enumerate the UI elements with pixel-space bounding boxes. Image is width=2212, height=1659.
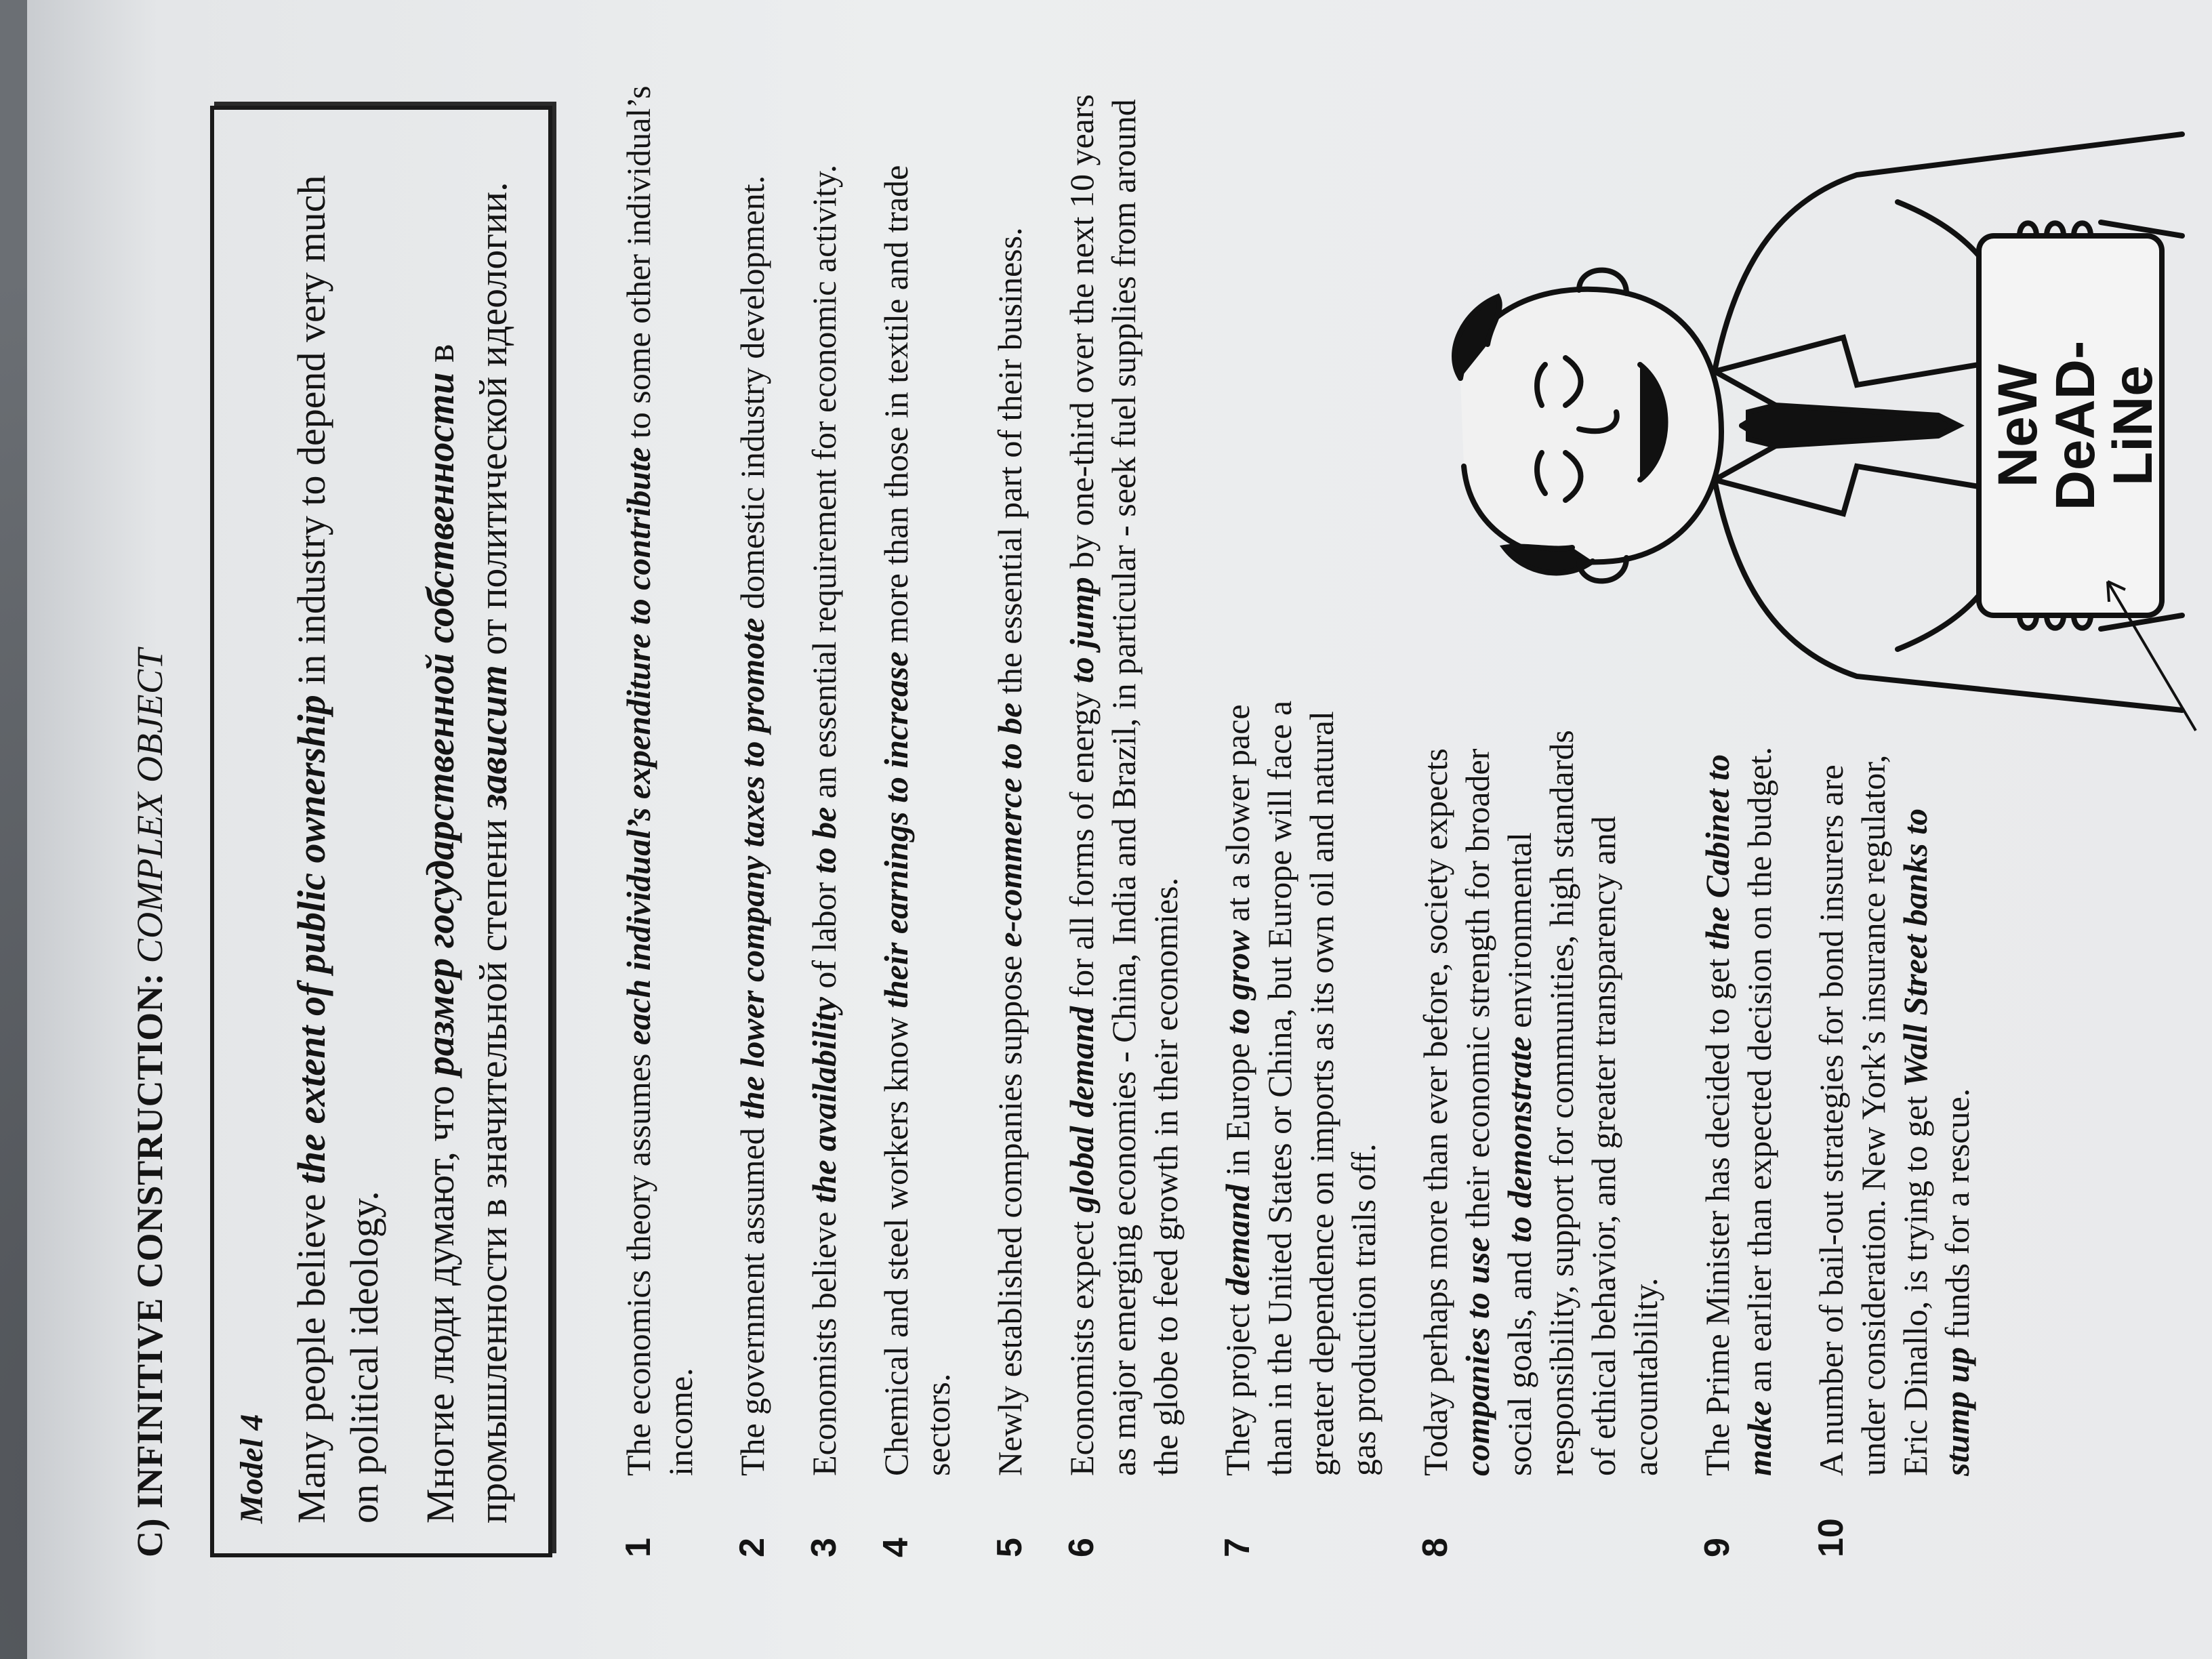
sentence-fragment: The economics theory assumes (619, 1045, 657, 1476)
sentence-fragment: They project (1218, 1295, 1256, 1476)
infinitive-phrase: demand (1218, 1184, 1256, 1296)
model-ru-bold2: зависит (471, 665, 515, 810)
infinitive-phrase: to jump (1063, 577, 1101, 684)
exercise-item-2 (731, 66, 773, 1557)
exercise-number: 8 (1416, 1538, 1455, 1557)
infinitive-phrase: to demonstrate (1500, 1036, 1538, 1243)
sentence-fragment: A number of bail-out strategies for bond insurers are under consideration. New York’s insurance regulator, Eric Dinallo, is trying to get (1812, 754, 1934, 1476)
infinitive-phrase: each individual’s expenditure to contribute (619, 447, 657, 1046)
infinitive-phrase: global demand (1063, 1006, 1101, 1213)
infinitive-phrase: companies to use (1458, 1237, 1496, 1476)
model-ru-bold1: размер государственной собственности (418, 372, 462, 1076)
model-ru-before: Многие люди думают, что (418, 1076, 462, 1523)
infinitive-phrase: to grow (1218, 930, 1256, 1035)
section-title (129, 80, 171, 1557)
exercise-number: 9 (1698, 1538, 1737, 1557)
section-title-emphasis: COMPLEX OBJECT (129, 648, 170, 964)
sentence-fragment: of labor (805, 874, 843, 998)
model-title: Model 4 (234, 1414, 270, 1523)
sentence-fragment: Economists expect (1063, 1212, 1101, 1476)
sentence-fragment: environmental responsibility, support for communities, high standards of ethical behavior, and greater transparency and accountability. (1500, 730, 1664, 1476)
infinitive-phrase: the availability (805, 997, 843, 1204)
sentence-fragment: an earlier than expected decision on the budget. (1740, 747, 1778, 1401)
sentence-fragment: in Europe (1218, 1034, 1256, 1185)
section-title-prefix: C) INFINITIVE CONSTRUCTION: (129, 963, 170, 1557)
exercise-item-4 (875, 66, 959, 1557)
exercise-number: 1 (619, 1538, 658, 1557)
exercise-number: 6 (1062, 1538, 1101, 1557)
sentence-fragment: for all forms of energy (1063, 683, 1101, 1007)
sentence-fragment: an essential requirement for economic activity. (805, 164, 843, 807)
sentence-fragment: to some other individual’s income. (619, 85, 699, 1476)
exercise-number: 4 (876, 1538, 916, 1557)
sentence-fragment: Economists believe (805, 1203, 843, 1476)
exercise-item-1 (617, 66, 701, 1557)
page-content-rotated (27, 0, 2212, 1659)
sentence-fragment: more than those in textile and trade sectors. (877, 165, 957, 1476)
exercise-number: 7 (1218, 1538, 1257, 1557)
exercise-text (1061, 66, 1187, 1476)
sentence-fragment: funds for a rescue. (1938, 1088, 1976, 1347)
exercise-item-6 (1061, 66, 1187, 1557)
infinitive-phrase: e-commerce to be (991, 702, 1029, 947)
exercise-item-7 (1216, 66, 1385, 1557)
model-box (210, 106, 552, 1557)
exercise-text (1414, 697, 1666, 1476)
sign-line-1: NeW (1987, 363, 2049, 488)
exercise-number: 10 (1811, 1518, 1851, 1557)
exercise-text (989, 66, 1031, 1476)
exercise-number: 3 (804, 1538, 844, 1557)
sentence-fragment: Today perhaps more than ever before, society expects (1416, 748, 1454, 1476)
exercise-number: 5 (990, 1538, 1029, 1557)
model-en-before: Many people believe (289, 1184, 333, 1523)
infinitive-phrase: to be (805, 806, 843, 874)
cartoon-man-with-sign (1423, 0, 2209, 785)
sentence-fragment: Chemical and steel workers know (877, 1008, 915, 1476)
sentence-fragment: domestic industry development. (733, 175, 771, 618)
exercise-item-3 (803, 66, 845, 1557)
cartoon-head (1454, 270, 1721, 581)
exercise-number: 2 (733, 1538, 772, 1557)
infinitive-phrase: Wall Street banks to stump up (1896, 808, 1976, 1476)
sentence-fragment: their economic strength for broader social goals, and (1458, 748, 1538, 1476)
model-english-sentence (285, 141, 391, 1523)
exercise-text (1810, 744, 1978, 1476)
infinitive-phrase: the Cabinet to make (1698, 754, 1778, 1476)
sentence-fragment: Newly established companies suppose (991, 947, 1029, 1476)
exercise-item-5 (989, 66, 1031, 1557)
sentence-fragment: by one-third over the next 10 years as major emerging economies - China, India and Brazil, in particular - seek fuel supplies from around the globe to feed growth in their economies. (1063, 94, 1185, 1476)
exercise-text (875, 66, 959, 1476)
infinitive-phrase: the lower company taxes to promote (733, 617, 771, 1120)
exercise-text (803, 66, 845, 1476)
model-russian-sentence (414, 141, 520, 1523)
book-page (27, 0, 2212, 1659)
sentence-fragment: the essential part of their business. (991, 227, 1029, 703)
sentence-fragment: The government assumed (733, 1119, 771, 1476)
exercise-text (1216, 697, 1385, 1476)
model-ru-after: от политической идеологии. (471, 182, 515, 665)
model-ru-middle: в промышленности в значительной степени (418, 344, 515, 1523)
exercise-text (1696, 744, 1780, 1476)
model-en-after: in industry to depend very much on political ideology. (289, 175, 386, 1523)
sentence-fragment: at a slower pace than in the United States or China, but Europe will face a greater dependence on imports as its own oil and natural gas production trails off. (1218, 700, 1382, 1476)
infinitive-phrase: their earnings to increase (877, 651, 915, 1008)
sign-line-3: LiNe (2102, 365, 2164, 486)
sign-line-2: DeAD- (2045, 340, 2106, 511)
sentence-fragment: The Prime Minister has decided to get (1698, 949, 1736, 1476)
exercise-text (617, 66, 701, 1476)
model-en-bold: the extent of public ownership (289, 695, 333, 1185)
exercise-text (731, 66, 773, 1476)
